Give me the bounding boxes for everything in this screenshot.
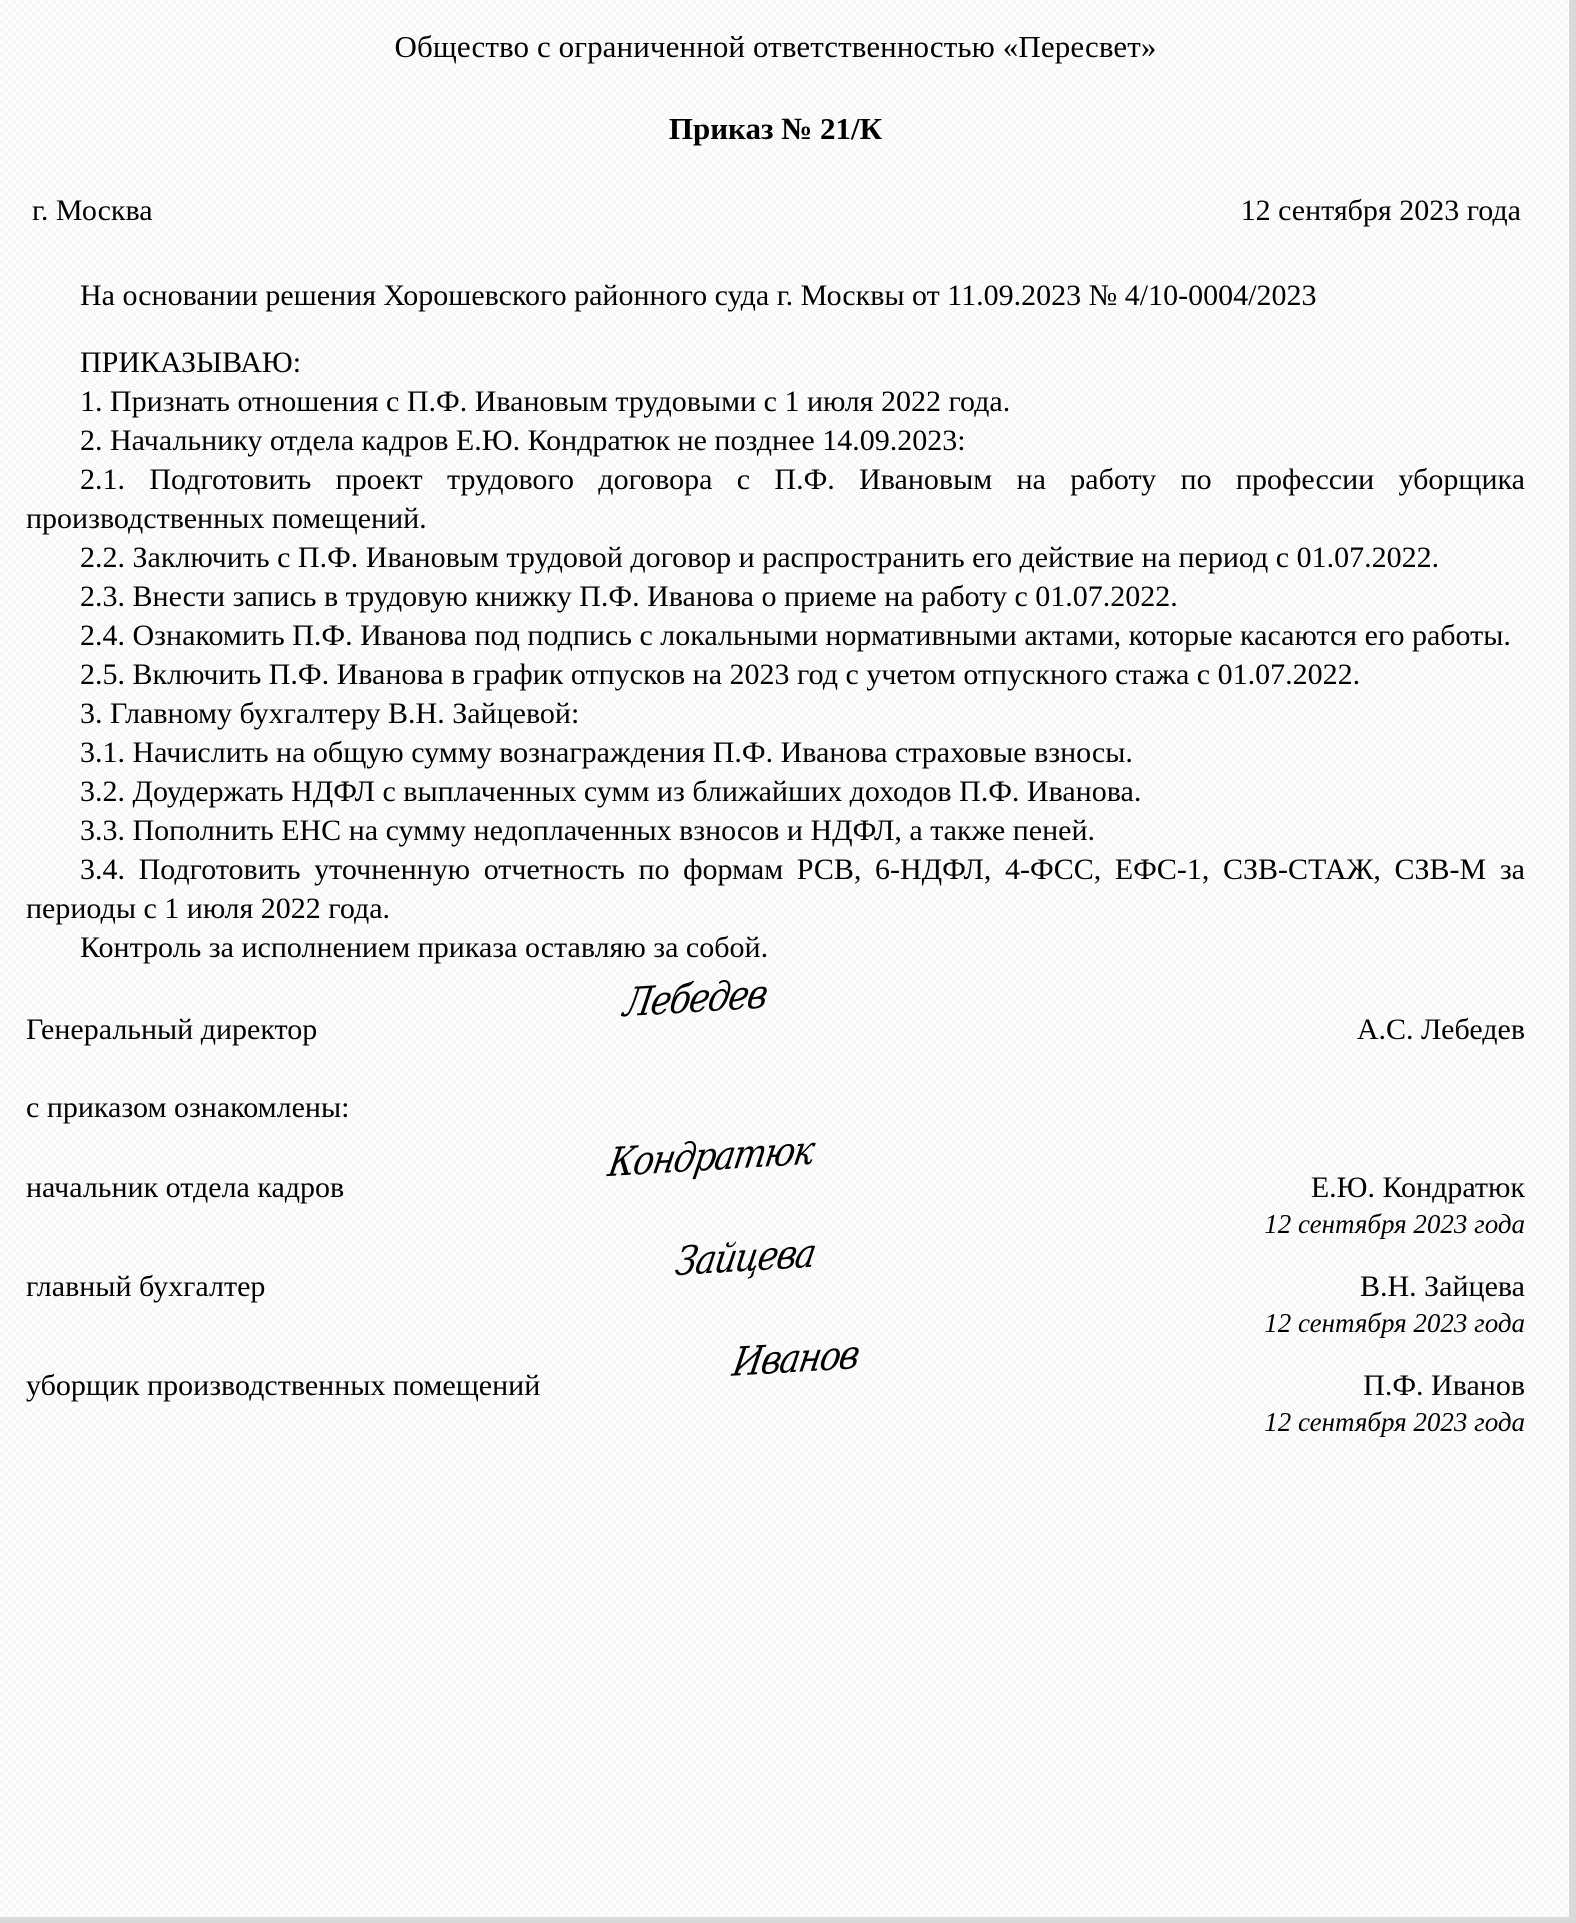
preamble-line-1: На основании решения Хорошевского районного суда г. Москвы от 11.09.2023 [80, 279, 1082, 313]
order-item: 2. Начальнику отдела кадров Е.Ю. Кондратюк не позднее 14.09.2023: [80, 424, 966, 458]
order-item: 3.3. Пополнить ЕНС на сумму недоплаченных взносов и НДФЛ, а также пеней. [80, 814, 1096, 848]
signatory-name: В.Н. Зайцева [1359, 1270, 1525, 1304]
document-date: 12 сентября 2023 года [1240, 194, 1521, 228]
document-content [26, 28, 1525, 1438]
signature-block-accountant [26, 1230, 1525, 1339]
order-item: 2.1. Подготовить проект трудового договора с П.Ф. Ивановым на работу по профессии уборщика производственных помещений. [26, 463, 1525, 536]
control-line: Контроль за исполнением приказа оставляю за собой. [80, 931, 769, 965]
signature-mark-text: Зайцева [672, 1230, 819, 1286]
order-item: 2.3. Внести запись в трудовую книжку П.Ф. Иванова о приеме на работу с 01.07.2022. [80, 580, 1178, 614]
signature-block-director [26, 971, 1525, 1047]
signature-row [26, 1230, 1525, 1304]
signature-mark-text: Лебедев [620, 971, 771, 1028]
preamble-paragraph [26, 276, 1525, 315]
order-item: 2.5. Включить П.Ф. Иванова в график отпусков на 2023 год с учетом отпускного стажа с 01.07.2022. [80, 658, 1361, 692]
signatory-role: начальник отдела кадров [26, 1171, 345, 1205]
organization-name: Общество с ограниченной ответственностью «Пересвет» [394, 29, 1157, 64]
order-item: 2.4. Ознакомить П.Ф. Иванова под подпись с локальными нормативными актами, которые касаются его работы. [80, 619, 1511, 653]
signatory-role: Генеральный директор [26, 1013, 318, 1047]
page-title: Приказ № 21/К [668, 111, 883, 147]
signature-block-hr [26, 1127, 1525, 1240]
signature-date: 12 сентября 2023 года [1264, 1308, 1525, 1339]
signatory-name: П.Ф. Иванов [1363, 1369, 1525, 1403]
order-item: 3.4. Подготовить уточненную отчетность по формам РСВ, 6-НДФЛ, 4-ФСС, ЕФС-1, СЗВ-СТАЖ, СЗВ-М за периоды с 1 июля 2022 года. [26, 853, 1525, 926]
signatory-role: уборщик производственных помещений [26, 1369, 541, 1403]
signature-block-cleaner [26, 1331, 1525, 1438]
signature-row [26, 1127, 1525, 1205]
signatory-name: А.С. Лебедев [1356, 1013, 1525, 1047]
signature-date: 12 сентября 2023 года [1264, 1407, 1525, 1438]
preamble-line-2: № 4/10-0004/2023 [1088, 279, 1317, 313]
order-item: 2.2. Заключить с П.Ф. Ивановым трудовой договор и распространить его действие на период с 01.07.2022. [80, 541, 1440, 575]
signatory-role: главный бухгалтер [26, 1270, 266, 1304]
signature-row [26, 1331, 1525, 1403]
place-and-date-row [32, 194, 1521, 228]
signature-row [26, 971, 1525, 1047]
order-item: 3. Главному бухгалтеру В.Н. Зайцевой: [80, 697, 580, 731]
signature-mark-text: Иванов [729, 1331, 862, 1387]
acknowledgement-label: с приказом ознакомлены: [26, 1091, 350, 1125]
signatory-name: Е.Ю. Кондратюк [1310, 1171, 1525, 1205]
order-item: 3.2. Доудержать НДФЛ с выплаченных сумм из ближайших доходов П.Ф. Иванова. [80, 775, 1142, 809]
order-keyword: ПРИКАЗЫВАЮ: [80, 346, 302, 380]
signature-mark-text: Кондратюк [604, 1127, 817, 1187]
signature-date: 12 сентября 2023 года [1264, 1209, 1525, 1240]
order-item: 3.1. Начислить на общую сумму вознаграждения П.Ф. Иванова страховые взносы. [80, 736, 1133, 770]
order-item: 1. Признать отношения с П.Ф. Ивановым трудовыми с 1 июля 2022 года. [80, 385, 1011, 419]
place-label: г. Москва [32, 194, 153, 228]
